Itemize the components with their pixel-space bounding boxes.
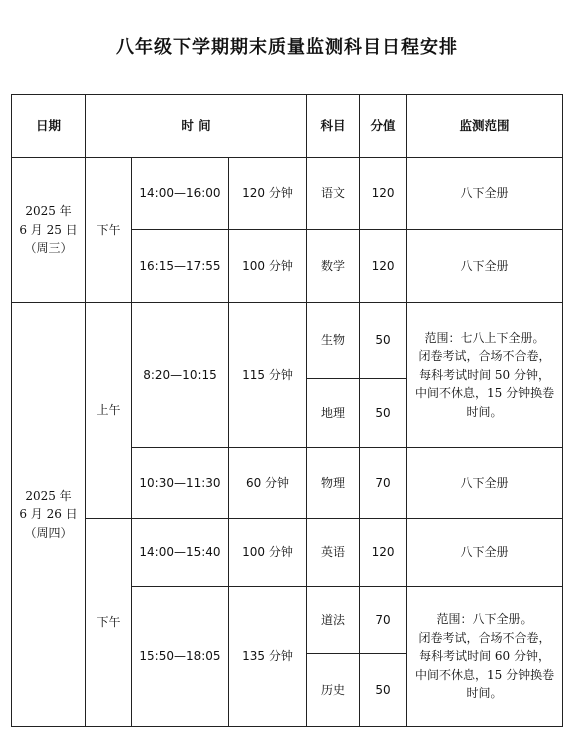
header-date: 日期 [12, 95, 86, 158]
header-subject: 科目 [307, 95, 360, 158]
date-day: 6 月 25 日 [19, 222, 78, 237]
subject-cell: 英语 [307, 519, 360, 587]
duration-cell: 115 分钟 [229, 303, 307, 448]
score-cell: 50 [360, 379, 407, 448]
subject-cell: 语文 [307, 158, 360, 230]
scope-line: 范围：七八上下全册。 [424, 330, 545, 345]
scope-cell: 八下全册 [407, 519, 563, 587]
period-cell: 下午 [86, 158, 132, 303]
time-cell: 15:50—18:05 [132, 587, 229, 727]
score-cell: 70 [360, 587, 407, 654]
scope-note-cell [407, 303, 563, 448]
date-year: 2025 年 [25, 204, 72, 219]
page-title: 八年级下学期期末质量监测科目日程安排 [116, 37, 458, 58]
duration-cell: 100 分钟 [229, 519, 307, 587]
scope-line: 中间不休息，15 分钟换卷 [414, 386, 555, 401]
table-row [12, 158, 563, 230]
scope-line: 中间不休息，15 分钟换卷 [414, 667, 555, 682]
scope-cell: 八下全册 [407, 158, 563, 230]
header-score: 分值 [360, 95, 407, 158]
scope-line: 每科考试时间 50 分钟， [419, 367, 550, 382]
score-cell: 120 [360, 158, 407, 230]
score-cell: 120 [360, 230, 407, 303]
header-time: 时 间 [86, 95, 307, 158]
time-cell: 14:00—15:40 [132, 519, 229, 587]
time-cell: 14:00—16:00 [132, 158, 229, 230]
time-cell: 10:30—11:30 [132, 448, 229, 519]
duration-cell: 60 分钟 [229, 448, 307, 519]
duration-cell: 100 分钟 [229, 230, 307, 303]
scope-line: 闭卷考试，合场不合卷， [418, 630, 551, 645]
period-cell: 下午 [86, 519, 132, 727]
score-cell: 120 [360, 519, 407, 587]
date-cell-day1 [12, 158, 86, 303]
score-cell: 50 [360, 654, 407, 727]
schedule-table [11, 94, 563, 727]
header-scope: 监测范围 [407, 95, 563, 158]
scope-line: 闭卷考试，合场不合卷， [418, 349, 551, 364]
score-cell: 50 [360, 303, 407, 379]
scope-cell: 八下全册 [407, 230, 563, 303]
date-day: 6 月 26 日 [19, 507, 78, 522]
time-cell: 8:20—10:15 [132, 303, 229, 448]
table-row [12, 519, 563, 587]
subject-cell: 地理 [307, 379, 360, 448]
header-row [12, 95, 563, 158]
duration-cell: 120 分钟 [229, 158, 307, 230]
period-cell: 上午 [86, 303, 132, 519]
table-row [12, 303, 563, 379]
subject-cell: 生物 [307, 303, 360, 379]
date-cell-day2 [12, 303, 86, 727]
date-week: （周三） [24, 241, 73, 256]
subject-cell: 历史 [307, 654, 360, 727]
date-year: 2025 年 [25, 488, 72, 503]
score-cell: 70 [360, 448, 407, 519]
scope-line: 时间。 [466, 686, 503, 701]
subject-cell: 数学 [307, 230, 360, 303]
scope-line: 每科考试时间 60 分钟， [419, 649, 550, 664]
time-cell: 16:15—17:55 [132, 230, 229, 303]
date-week: （周四） [24, 525, 73, 540]
scope-line: 范围：八下全册。 [436, 612, 533, 627]
subject-cell: 道法 [307, 587, 360, 654]
subject-cell: 物理 [307, 448, 360, 519]
scope-note-cell [407, 587, 563, 727]
scope-cell: 八下全册 [407, 448, 563, 519]
scope-line: 时间。 [466, 404, 503, 419]
duration-cell: 135 分钟 [229, 587, 307, 727]
